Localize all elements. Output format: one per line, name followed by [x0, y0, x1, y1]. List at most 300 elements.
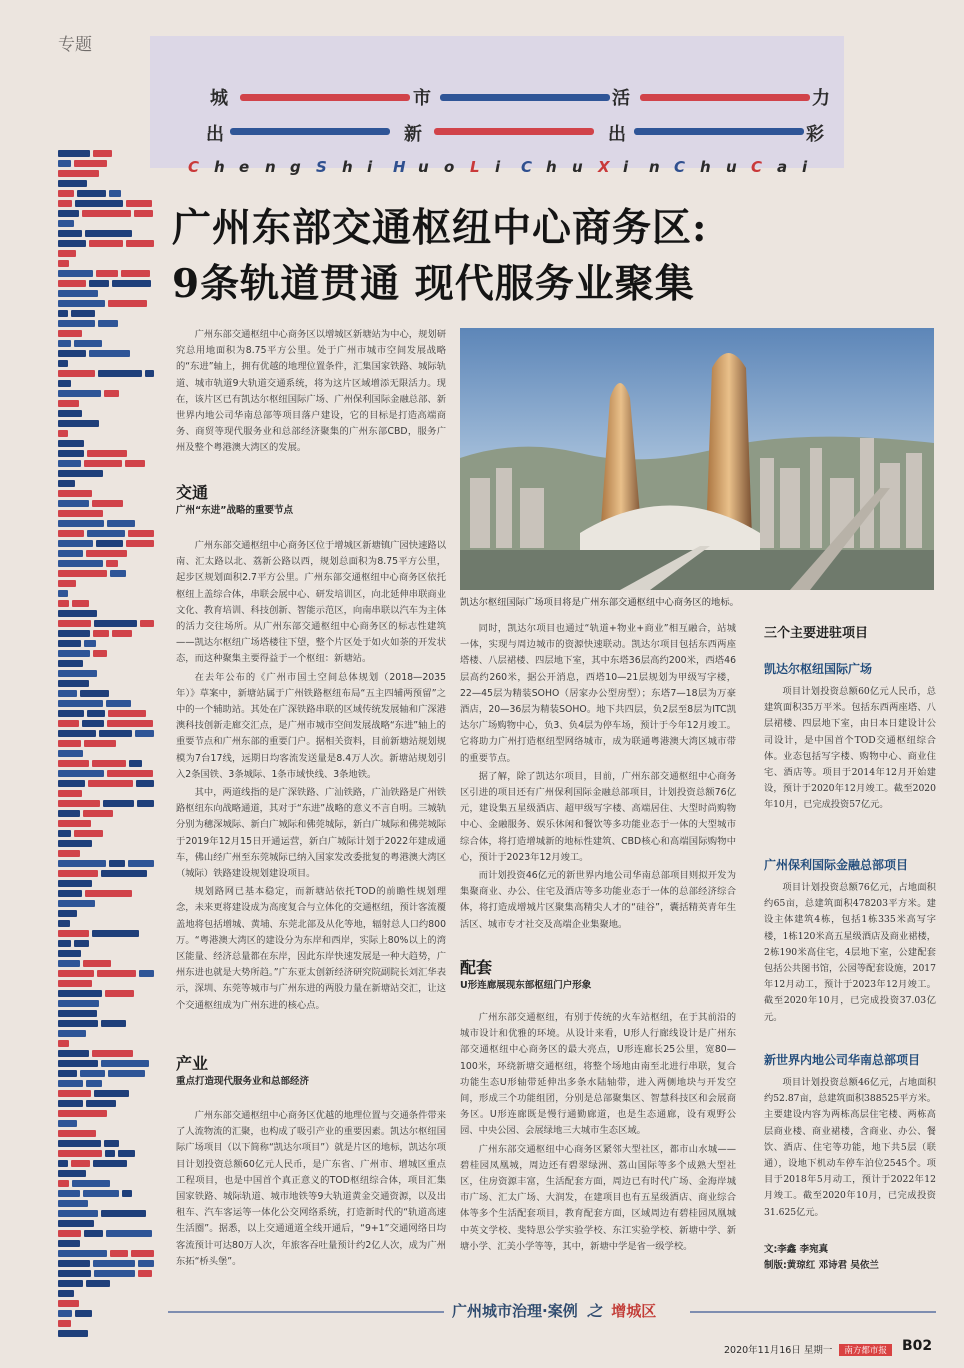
decorative-bar — [58, 1290, 74, 1297]
decorative-bar — [58, 1190, 80, 1197]
decorative-bar — [83, 1190, 119, 1197]
decorative-bar — [128, 530, 154, 537]
decorative-bar — [58, 1090, 91, 1097]
column-banner — [150, 36, 844, 168]
decorative-bar — [83, 810, 113, 817]
decorative-bar — [58, 430, 68, 437]
decorative-bar — [58, 770, 104, 777]
decorative-bar — [108, 1070, 145, 1077]
decorative-bar — [121, 270, 150, 277]
decorative-bar — [58, 880, 92, 887]
decorative-bar — [71, 1160, 90, 1167]
decorative-bar — [74, 940, 89, 947]
decorative-bar — [138, 1270, 152, 1277]
decorative-bar — [58, 660, 83, 667]
decorative-bar — [58, 1050, 89, 1057]
decorative-bar — [58, 1180, 69, 1187]
decorative-bar — [101, 1020, 126, 1027]
decorative-bar — [58, 1040, 69, 1047]
decorative-bar — [71, 310, 95, 317]
decorative-bar — [88, 780, 133, 787]
decorative-bar — [101, 1210, 146, 1217]
pinyin-letter: X — [598, 158, 610, 176]
decorative-bar — [140, 620, 154, 627]
decorative-bar — [58, 640, 81, 647]
decorative-bar — [58, 700, 103, 707]
headline — [172, 200, 872, 312]
project-description: 项目计划投资总额46亿元，占地面积约52.87亩，总建筑面积388525平方米。主要建设内容为两栋高层住宅楼、两栋高层商业楼、商业裙楼，含商业、办公、餐饮、酒店、住宅等功能，地下共5层（联通），设地下机动车停车泊位2545个。项目于2018年5月动工，预计于2022年12月竣工。截至2020年10月，已完成投资31.625亿元。 — [764, 1077, 936, 1218]
banner-rule — [240, 94, 410, 101]
decorative-bar — [80, 1070, 105, 1077]
decorative-bar — [58, 560, 103, 567]
decorative-bar — [94, 1090, 129, 1097]
supporting-caption: U形连廊展现东部枢纽门户形象 — [460, 980, 592, 991]
decorative-bar — [72, 1180, 110, 1187]
pinyin-letter: i — [367, 158, 373, 176]
decorative-bar — [58, 760, 89, 767]
industry-paragraph: 广州东部交通枢纽中心商务区优越的地理位置与交通条件带来了人流物流的汇聚，也构成了吸引产业的重要因素。凯达尔枢纽国际广场项目（以下简称“凯达尔项目”）就是片区的地标，凯达尔项目计划投资总额60亿元人民币，是广东省、广州市、增城区重点工程项目，也是中国首个真正意义的TOD枢纽综合体，项目汇集国家铁路、城际轨道、城市地铁等9大轨道黄金交通资源，以及出租车、汽车客运等一体化公交网络系统，打造新时代的“轨道高速生活圈”。据悉，以上交通通道全线开通后，“9+1”交通网络日均客流预计可达80万人次，年旅客吞吐量预计约2亿人次，成为广州东拓“桥头堡”。 — [176, 1110, 446, 1267]
decorative-bar — [92, 930, 139, 937]
decorative-bar — [96, 540, 123, 547]
decorative-bar — [58, 470, 103, 477]
decorative-bar — [58, 1310, 72, 1317]
footer-rule — [168, 1311, 444, 1313]
decorative-bar — [58, 400, 79, 407]
decorative-bar — [87, 710, 105, 717]
industry-heading: 产业 — [176, 1054, 209, 1073]
decorative-bar — [89, 350, 130, 357]
decorative-bar — [58, 710, 84, 717]
decorative-bar — [58, 490, 92, 497]
decorative-bar — [98, 370, 142, 377]
decorative-bar — [110, 1250, 128, 1257]
decorative-bar — [58, 1280, 83, 1287]
pinyin-letter: n — [265, 158, 276, 176]
project-description: 项目计划投资总额76亿元，占地面积约65亩，总建筑面积478203平方米。建设主体建筑4栋，包括1栋335米高写字楼，1栋120米高五星级酒店及商业裙楼，2栋190米高住宅，4层地下室，公建配套包括公共图书馆，公园等配套设施，2017年12月动工，预计于2023年12月竣工。截至2020年10月，已完成投资37.03亿元。 — [764, 882, 936, 1023]
decorative-bar — [58, 450, 84, 457]
decorative-bar — [58, 270, 93, 277]
decorative-bar — [58, 800, 100, 807]
supporting-paragraph: 广州东部交通枢纽，有别于传统的火车站枢纽，在于其前沿的城市设计和优雅的环境。从设计来看，U形人行廊线设计是广州东部交通枢纽中心商务区的最大亮点，U形连廊长25公里，宽80—100米，环绕新塘交通枢纽，将整个场地由南至北进行串联，复合功能生态U形轴带延伸出多条水陆轴带，进入两侧地块与开发空间，形成三个功能组团，分别是总部聚集区、智慧科技区和会展商务区。U形连廊既是慢行通勤廊道，也是生态通廊，设有观野公园、中央公园、会展绿地三大城市生态区域。 — [460, 1012, 736, 1137]
decorative-bar — [58, 610, 97, 617]
project-title: 新世界内地公司华南总部项目 — [764, 1053, 921, 1067]
decorative-bar — [87, 450, 127, 457]
decorative-bar — [93, 1160, 127, 1167]
banner-char: 出 — [608, 124, 626, 145]
pinyin-letter: a — [777, 158, 788, 176]
decorative-bar — [58, 290, 98, 297]
decorative-bar — [72, 600, 89, 607]
decorative-bar — [58, 730, 96, 737]
pinyin-letter: i — [495, 158, 501, 176]
pinyin-letter: h — [700, 158, 711, 176]
decorative-bar — [58, 680, 89, 687]
pinyin-letter: h — [214, 158, 225, 176]
decorative-bar — [92, 1050, 133, 1057]
decorative-bar — [58, 200, 72, 207]
decorative-bar — [86, 1080, 102, 1087]
decorative-bar — [125, 460, 145, 467]
decorative-bar — [58, 440, 84, 447]
banner-char: 力 — [812, 88, 830, 109]
decorative-bar — [58, 1240, 80, 1247]
decorative-bar — [106, 560, 118, 567]
decorative-bar — [85, 230, 132, 237]
pinyin-letter: o — [444, 158, 455, 176]
decorative-bar — [58, 340, 71, 347]
pinyin-letter: h — [546, 158, 557, 176]
decorative-bar — [74, 830, 103, 837]
decorative-bar — [104, 390, 119, 397]
decorative-bar — [80, 690, 109, 697]
footer-rule — [690, 1311, 936, 1313]
decorative-bar — [58, 780, 85, 787]
banner-char: 活 — [612, 88, 630, 109]
banner-rule — [434, 128, 594, 135]
decorative-bar — [58, 300, 105, 307]
folio-line — [724, 1342, 892, 1356]
decorative-bar — [58, 1070, 77, 1077]
decorative-bar — [118, 1150, 135, 1157]
pinyin-letter: g — [290, 158, 301, 176]
decorative-bar — [58, 380, 71, 387]
pinyin-letter: H — [393, 158, 406, 176]
decorative-bar — [58, 330, 82, 337]
decorative-bar — [85, 890, 132, 897]
decorative-bar — [58, 630, 90, 637]
decorative-bar — [58, 550, 83, 557]
decorative-bar — [93, 1260, 135, 1267]
decorative-bar — [86, 1100, 116, 1107]
decorative-bar — [105, 1150, 115, 1157]
decorative-bar — [74, 340, 102, 347]
decorative-bar — [106, 700, 131, 707]
decorative-bar — [126, 200, 152, 207]
decorative-bar — [58, 1170, 86, 1177]
decorative-bar — [58, 1100, 83, 1107]
transport-body — [176, 538, 446, 1016]
decorative-bar — [83, 960, 111, 967]
decorative-bar — [58, 1160, 68, 1167]
decorative-bar — [58, 160, 71, 167]
project-title: 广州保利国际金融总部项目 — [764, 858, 909, 872]
series-connector: 之 — [586, 1302, 602, 1320]
transport-caption: 广州“东进”战略的重要节点 — [176, 505, 293, 516]
decorative-bar — [58, 220, 74, 227]
series-district: 增城区 — [611, 1302, 657, 1320]
decorative-bar — [58, 970, 94, 977]
decorative-bar — [77, 190, 106, 197]
series-name: 广州城市治理·案例 — [452, 1302, 578, 1320]
decorative-bar — [58, 1000, 99, 1007]
decorative-bar — [58, 860, 106, 867]
decorative-bar — [82, 720, 104, 727]
decorative-bar — [82, 210, 131, 217]
section-label: 专题 — [58, 35, 92, 55]
decorative-bar — [101, 1060, 149, 1067]
decorative-bar — [108, 710, 146, 717]
transport-paragraph: 广州东部交通枢纽中心商务区位于增城区新塘镇广园快速路以南、汇太路以北、荔新公路以西，规划总面积为8.75平方公里，起步区规划面积2.7平方公里。广州东部交通枢纽中心商务区依托枢纽上盖综合体，串联会展中心、研发培训区，向北延伸串联商业文化、教育培训、科技创新、智能示范区，向南串联以汽车为主体的活力交往场所。从广州东部交通枢纽中心商务区的标志性建筑——凯达尔枢纽广场塔楼往下望，整个片区处于如火如荼的开发状态，而这种聚集主要得益于一个枢纽：新塘站。 — [176, 540, 446, 665]
decorative-bar — [58, 990, 102, 997]
decorative-bar — [129, 760, 142, 767]
decorative-bar — [89, 280, 109, 287]
decorative-bar — [58, 240, 86, 247]
decorative-bar — [58, 870, 98, 877]
pinyin-letter: C — [188, 158, 200, 176]
decorative-bar — [58, 360, 68, 367]
transport-heading: 交通 — [176, 483, 209, 502]
decorative-bar — [107, 770, 153, 777]
decorative-bar — [89, 240, 123, 247]
decorative-bar — [58, 540, 93, 547]
banner-char: 出 — [206, 124, 224, 145]
decorative-bar — [94, 620, 137, 627]
banner-pinyin — [188, 158, 848, 182]
banner-char: 新 — [404, 124, 422, 145]
decorative-bar — [86, 1280, 110, 1287]
decorative-bar — [58, 280, 86, 287]
supporting-paragraph: 广州东部交通枢纽中心商务区紧邻大型社区，都市山水城——碧桂园凤凰城，周边还有碧翠绿洲、荔山国际等多个成熟大型社区，住房资源丰富，生活配套方面，周边已有时代广场、金海岸城市广场、汇太广场、大润发，在建项目也有五星级酒店、商业综合体等多个生活配套项目，教育配套方面，区域周边有碧桂园凤凰城中英文学校、斐特思公学实验学校、东江实验学校、新塘中学、新塘小学、汇美小学等等，其中，新塘中学是省一级学校。 — [460, 1143, 736, 1252]
decorative-bar — [136, 780, 154, 787]
decorative-bar — [58, 530, 84, 537]
decorative-bar — [58, 1300, 79, 1307]
decorative-bar — [58, 980, 92, 987]
decorative-bar — [58, 900, 95, 907]
decorative-bar — [58, 740, 81, 747]
decorative-bar — [58, 510, 103, 517]
decorative-bar — [139, 970, 154, 977]
decorative-bar — [58, 1140, 101, 1147]
pinyin-letter: i — [623, 158, 629, 176]
banner-rule — [440, 94, 610, 101]
decorative-bar — [103, 800, 134, 807]
pinyin-letter: n — [649, 158, 660, 176]
headline-line-2: 9条轨道贯通 现代服务业聚集 — [172, 261, 695, 307]
skyline-illustration — [460, 328, 934, 590]
pinyin-letter: L — [470, 158, 480, 176]
decorative-bar — [58, 810, 80, 817]
decorative-bar — [58, 600, 69, 607]
decorative-bar — [58, 1210, 98, 1217]
decorative-bar — [93, 150, 112, 157]
decorative-bar — [58, 890, 82, 897]
decorative-bar — [97, 970, 136, 977]
decorative-bar — [137, 800, 154, 807]
decorative-bar — [104, 1140, 119, 1147]
decorative-bar — [92, 500, 123, 507]
intro-text: 广州东部交通枢纽中心商务区以增城区新塘站为中心，规划研究总用地面积为8.75平方公里。处于广州市城市空间发展战略的“东进”轴上，拥有优越的地理位置条件，汇集国家铁路、城际轨道、城市轨道9大轨道交通系统，将为这片区域增添无限活力。现在，该片区已有凯达尔枢纽国际广场、广州保利国际金融总部、新世界内地公司华南总部等项目落户建设，它的目标是打造高端商务、商贸等现代服务业和总部经济聚集的广州东部CBD，服务广州及整个粤港澳大湾区的发展。 — [176, 329, 446, 454]
banner-char: 彩 — [806, 124, 824, 145]
decorative-bar-column — [58, 150, 158, 1345]
decorative-bar — [58, 670, 97, 677]
decorative-bar — [105, 990, 134, 997]
decorative-bar — [58, 1010, 97, 1017]
pinyin-letter: C — [751, 158, 763, 176]
decorative-bar — [122, 1190, 132, 1197]
decorative-bar — [58, 960, 80, 967]
decorative-bar — [58, 310, 68, 317]
decorative-bar — [58, 1330, 88, 1337]
decorative-bar — [58, 850, 80, 857]
decorative-bar — [58, 930, 89, 937]
decorative-bar — [58, 230, 82, 237]
decorative-bar — [109, 190, 121, 197]
project-description: 项目计划投资总额60亿元人民币，总建筑面积35万平米。包括东西两座塔、八层裙楼、四层地下室，由日本日建设计公司设计，是中国首个TOD交通枢纽综合体。业态包括写字楼、购物中心、商业住宅、酒店等。项目于2014年12月开始建设，预计于2020年12月竣工。截至2020年10月，已完成投资57亿元。 — [764, 686, 936, 811]
decorative-bar — [94, 1270, 135, 1277]
decorative-bar — [58, 830, 71, 837]
decorative-bar — [58, 500, 89, 507]
decorative-bar — [58, 840, 92, 847]
pinyin-letter: e — [239, 158, 250, 176]
decorative-bar — [84, 740, 116, 747]
middle-paragraph: 同时，凯达尔项目也通过“轨道+物业+商业”相互融合，站城一体，实现与周边城市的资源快速联动。凯达尔项目包括东西两座塔楼、八层裙楼、四层地下室，其中东塔36层高约200米，西塔46层高约260米，据公开消息，西塔10—21层规划为甲级写字楼，22—45层为精装SOHO（居家办公型房型）；东塔7—18层为万豪酒店，20—36层为精装SOHO。地下共四层，负2层至8层为ITC凯达尔广场购物中心，负3、负4层为停车场，预计于今年12月竣工。它将助力广州打造枢纽型网络城市，成为联通粤港澳大湾区城市带的重要节点。 — [460, 623, 736, 764]
decorative-bar — [58, 350, 86, 357]
decorative-bar — [58, 320, 95, 327]
photo-caption: 凯达尔枢纽国际广场项目将是广州东部交通枢纽中心商务区的地标。 — [460, 597, 739, 608]
decorative-bar — [107, 520, 135, 527]
decorative-bar — [58, 180, 87, 187]
decorative-bar — [58, 910, 77, 917]
decorative-bar — [99, 730, 132, 737]
pinyin-letter: h — [342, 158, 353, 176]
industry-caption: 重点打造现代服务业和总部经济 — [176, 1076, 310, 1087]
pinyin-letter: S — [316, 158, 327, 176]
decorative-bar — [128, 860, 154, 867]
decorative-bar — [58, 410, 82, 417]
decorative-bar — [58, 1080, 83, 1087]
decorative-bar — [58, 580, 76, 587]
transport-paragraph: 其中，两道线指的是广深铁路、广汕铁路，广汕铁路是广州铁路枢纽东向战略通道，其对于“东进”战略的意义不言自明。三城轨分别为穗深城际、新白广城际和佛莞城际，新白广城际和佛莞城际于2019年12月15日开通运营，新白广城际计划于2022年建成通车，佛山经广州至东莞城际已纳入国家发改委批复的粤港澳大湾区（城际）铁路建设规划建设项目。 — [176, 787, 446, 880]
decorative-bar — [58, 620, 91, 627]
decorative-bar — [58, 570, 107, 577]
decorative-bar — [134, 210, 153, 217]
issue-date: 2020年11月16日 星期一 — [724, 1345, 833, 1356]
decorative-bar — [106, 1230, 152, 1237]
decorative-bar — [58, 260, 69, 267]
byline-editors: 制版:黄琼红 邓诗君 吴依兰 — [764, 1260, 879, 1271]
pinyin-letter: u — [726, 158, 737, 176]
decorative-bar — [96, 270, 118, 277]
banner-rule — [640, 94, 810, 101]
decorative-bar — [58, 1150, 102, 1157]
byline — [764, 1242, 879, 1274]
decorative-bar — [58, 750, 83, 757]
decorative-bar — [93, 630, 109, 637]
banner-rule — [230, 128, 390, 135]
decorative-bar — [138, 1260, 154, 1267]
decorative-bar — [58, 520, 104, 527]
decorative-bar — [58, 170, 99, 177]
decorative-bar — [126, 240, 154, 247]
decorative-bar — [58, 150, 90, 157]
decorative-bar — [58, 370, 95, 377]
decorative-bar — [58, 1320, 71, 1327]
series-label — [452, 1300, 656, 1321]
decorative-bar — [58, 1250, 107, 1257]
project-title: 凯达尔枢纽国际广场 — [764, 662, 873, 676]
decorative-bar — [112, 630, 132, 637]
decorative-bar — [58, 590, 68, 597]
decorative-bar — [58, 460, 81, 467]
pinyin-letter: C — [674, 158, 686, 176]
transport-paragraph: 在去年公布的《广州市国土空间总体规划（2018—2035年）》草案中，新塘站属于广州铁路枢纽布局“五主四辅两预留”之中的一个辅助站。其处在广深铁路串联的区域传统发展轴和广深港澳科技创新走廊交汇点，是广州市城市空间发展战略“东进”轴上的重要节点和广州东部的重要门户。据相关资料，目前新塘站规划规模为7台17线，远期日均客流发送量是8.4万人次。新塘站规划引入2条国铁、3条城际、1条市域快线、3条地铁。 — [176, 671, 446, 780]
decorative-bar — [84, 1230, 103, 1237]
decorative-bar — [58, 1120, 77, 1127]
decorative-bar — [109, 860, 125, 867]
decorative-bar — [145, 370, 154, 377]
decorative-bar — [74, 160, 107, 167]
decorative-bar — [58, 650, 90, 657]
decorative-bar — [58, 1270, 91, 1277]
decorative-bar — [58, 210, 79, 217]
page-number: B02 — [902, 1338, 933, 1354]
decorative-bar — [58, 790, 82, 797]
decorative-bar — [107, 720, 153, 727]
decorative-bar — [84, 640, 96, 647]
supporting-heading: 配套 — [460, 958, 493, 977]
decorative-bar — [75, 1310, 92, 1317]
decorative-bar — [58, 190, 74, 197]
sidebar-title: 三个主要进驻项目 — [764, 626, 869, 641]
intro-paragraph — [176, 327, 446, 459]
decorative-bar — [58, 820, 91, 827]
decorative-bar — [92, 760, 126, 767]
pinyin-letter: C — [521, 158, 533, 176]
pinyin-letter: u — [418, 158, 429, 176]
decorative-bar — [87, 530, 125, 537]
decorative-bar — [101, 870, 147, 877]
decorative-bar — [58, 250, 76, 257]
decorative-bar — [58, 1130, 96, 1137]
decorative-bar — [58, 1020, 98, 1027]
banner-char: 城 — [210, 88, 228, 109]
decorative-bar — [75, 200, 123, 207]
middle-body — [460, 621, 736, 935]
decorative-bar — [58, 390, 101, 397]
masthead-tag: 南方都市报 — [839, 1344, 892, 1356]
decorative-bar — [108, 300, 147, 307]
decorative-bar — [98, 320, 118, 327]
headline-line-1: 广州东部交通枢纽中心商务区: — [172, 205, 708, 251]
decorative-bar — [58, 950, 81, 957]
decorative-bar — [58, 940, 71, 947]
pinyin-letter: u — [572, 158, 583, 176]
middle-paragraph: 据了解，除了凯达尔项目，目前，广州东部交通枢纽中心商务区引进的项目还有广州保利国际金融总部项目，计划投资总额76亿元，建设集五星级酒店、超甲级写字楼、高端居住、大型时尚购物中心、金融服务、娱乐休闲和餐饮等多功能业态于一体的大型城市综合体，将打造增城新的地标性建筑、CBD核心和高端国际购物中心，预计于2023年12月竣工。 — [460, 770, 736, 863]
decorative-bar — [58, 1230, 81, 1237]
decorative-bar — [135, 730, 154, 737]
decorative-bar — [58, 480, 75, 487]
decorative-bar — [58, 1220, 94, 1227]
decorative-bar — [84, 460, 122, 467]
middle-paragraph: 而计划投资46亿元的新世界内地公司华南总部项目则拟开发为集聚商业、办公、住宅及酒店等多功能业态于一体的总部经济综合体，将打造成增城片区聚集高精尖人才的“硅谷”，囊括精英青年生活区、城市专才社交及高端企业集聚地。 — [460, 870, 736, 930]
decorative-bar — [112, 280, 151, 287]
decorative-bar — [126, 540, 154, 547]
decorative-bar — [58, 1110, 107, 1117]
decorative-bar — [58, 420, 99, 427]
decorative-bar — [86, 550, 127, 557]
decorative-bar — [110, 570, 126, 577]
decorative-bar — [58, 720, 79, 727]
kaidaer-plaza-photo — [460, 328, 934, 590]
decorative-bar — [58, 690, 77, 697]
transport-paragraph: 规划路网已基本稳定，而新塘站依托TOD的前瞻性规划理念，未来更将建设成为高度复合与立体化的交通枢纽，预计客流覆盖地将包括增城、黄埔、东莞北部及从化等地，辐射总人口约800万。“粤港澳大湾区的建设分为东岸和西岸，实际上80%以上的湾区能量、经济总量都在东岸，因此东岸快速发展是一种大趋势，广州东进也就是大势所趋。”广东亚太创新经济研究院副院长刘汇华表示，深圳、东莞等城市与广州东进的两股力量在新塘站交汇，让这个交通枢纽成为广州东进的核心点。 — [176, 886, 446, 1011]
decorative-bar — [58, 1260, 90, 1267]
decorative-bar — [58, 1030, 86, 1037]
decorative-bar — [131, 1250, 154, 1257]
decorative-bar — [93, 650, 107, 657]
decorative-bar — [58, 1200, 88, 1207]
decorative-bar — [58, 920, 70, 927]
